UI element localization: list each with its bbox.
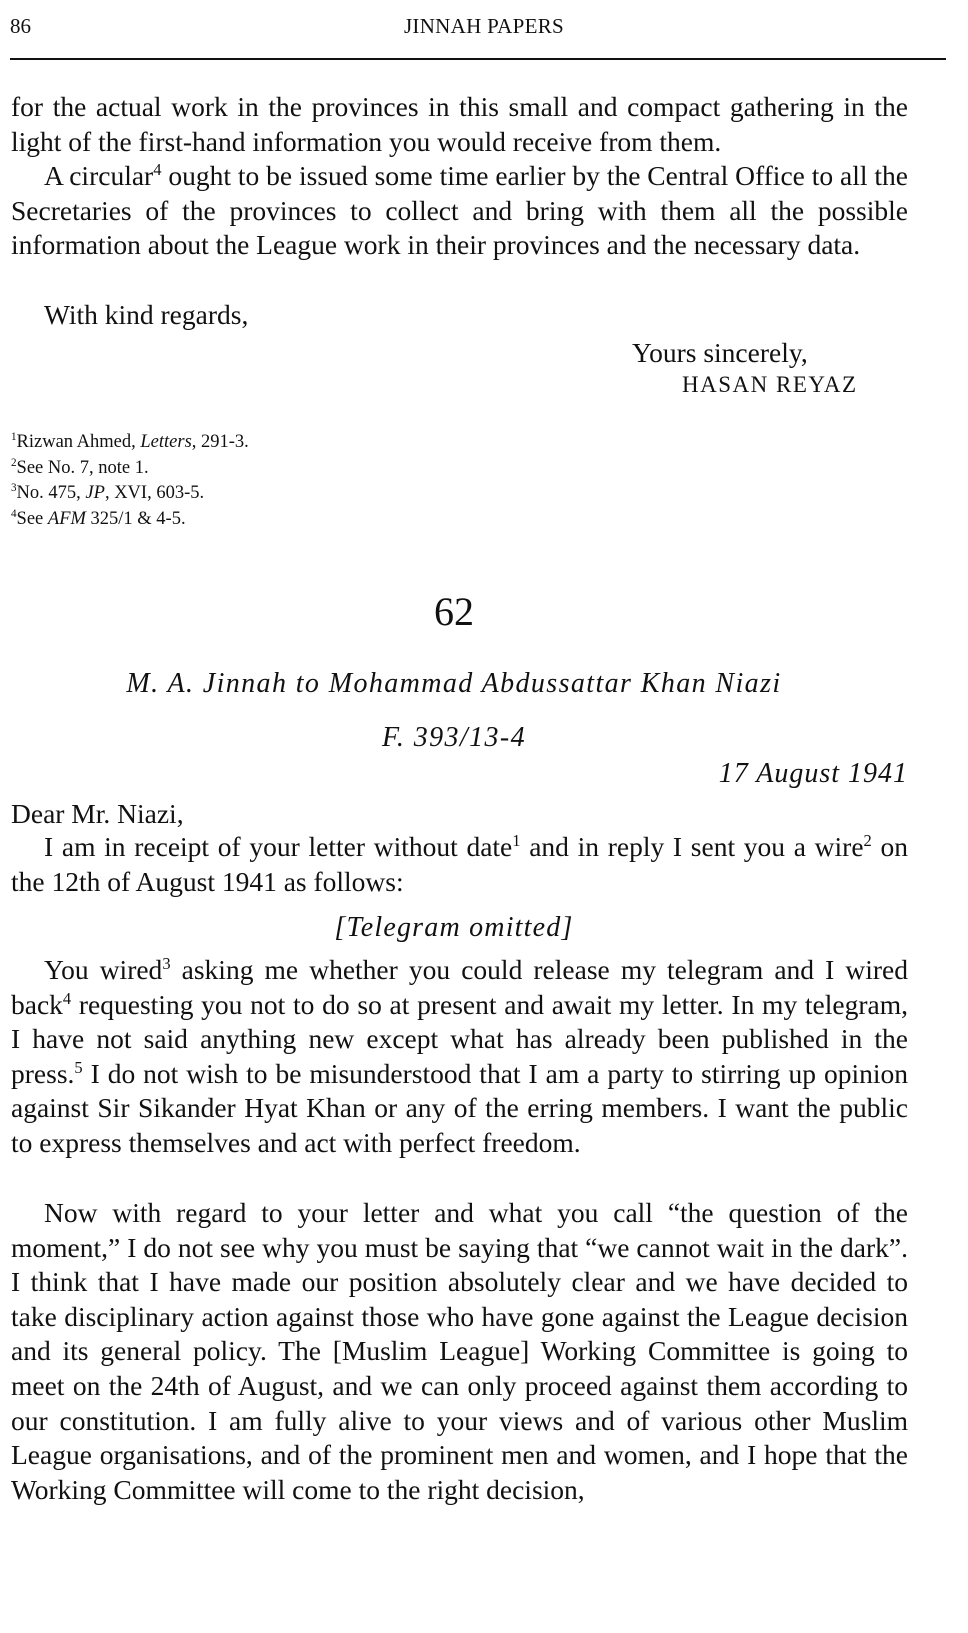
footnote-1-text-end: , 291-3. <box>191 432 249 452</box>
document-number: 62 <box>434 589 474 634</box>
footnote-1-mark: 1 <box>11 430 17 443</box>
footnote-ref-5: 5 <box>74 1057 83 1077</box>
footnote-3-mark: 3 <box>11 481 17 494</box>
document-reference: F. 393/13-4 <box>382 722 526 753</box>
footnote-2-text: See No. 7, note 1. <box>16 457 149 478</box>
footnote-4-italic: AFM <box>47 508 86 529</box>
letter-paragraph-2 <box>11 953 908 1161</box>
running-head <box>10 14 958 44</box>
letter-paragraph-1 <box>11 830 908 899</box>
footnote-4-mark: 4 <box>11 507 17 520</box>
telegram-omitted-note: [Telegram omitted] <box>334 912 574 943</box>
footnote-4 <box>11 507 249 533</box>
running-title: JINNAH PAPERS <box>403 14 565 38</box>
previous-letter-paragraph-2 <box>11 159 908 263</box>
p2-text-b: asking me whether you could release my telegram and I wired back <box>11 954 908 1020</box>
footnote-ref-4b: 4 <box>62 988 72 1008</box>
footnote-1-text: Rizwan Ahmed, <box>16 432 141 452</box>
p1-text-b: and in reply I sent you a wire <box>520 831 864 862</box>
sign-off: Yours sincerely, <box>632 337 808 368</box>
footnote-ref-1: 1 <box>512 830 521 850</box>
footnotes <box>11 430 249 532</box>
salutation: Dear Mr. Niazi, <box>11 798 184 829</box>
footnote-3-text: No. 475, <box>16 483 86 503</box>
previous-letter-paragraph-1 <box>11 90 908 159</box>
paragraph-2-text-end: ought to be issued some time earlier by the Central Office to all the Secretaries of the provinces to collect and bring with them all the possible information about the League work in their provinces and the necessary data. <box>11 160 908 261</box>
footnote-ref-3: 3 <box>162 953 171 973</box>
letter-paragraph-3 <box>11 1196 908 1507</box>
signature: HASAN REYAZ <box>682 372 858 397</box>
header-rule <box>10 58 946 60</box>
footnote-ref-4: 4 <box>153 159 162 179</box>
footnote-4-text-end: 325/1 & 4-5. <box>85 508 186 529</box>
document-date: 17 August 1941 <box>718 758 908 789</box>
footnote-3-text-end: , XVI, 603-5. <box>104 483 205 503</box>
previous-letter-paragraph-1-text: for the actual work in the provinces in this small and compact gathering in the light of the first-hand information you would receive from them. <box>11 91 908 157</box>
p1-text-a: I am in receipt of your letter without date <box>44 831 513 862</box>
footnote-3 <box>11 481 249 507</box>
p2-text-c: requesting you not to do so at present and await my letter. In my telegram, I have not said anything new except what has already been published in the press. <box>11 988 908 1089</box>
closing-line <box>11 298 908 333</box>
footnote-2-mark: 2 <box>11 456 17 469</box>
page-number: 86 <box>10 14 31 38</box>
p2-text-a: You wired <box>44 954 163 985</box>
p1-text-c: on the 12th of August 1941 as follows: <box>11 831 908 897</box>
footnote-1 <box>11 430 249 456</box>
footnote-3-italic: JP <box>85 483 105 503</box>
footnote-1-italic: Letters <box>140 432 192 452</box>
document-title: M. A. Jinnah to Mohammad Abdussattar Khan Niazi <box>126 668 782 699</box>
paragraph-2-text-start: A circular <box>44 160 154 191</box>
footnote-2 <box>11 456 249 482</box>
p2-text-d: I do not wish to be misunderstood that I am a party to stirring up opinion against Sir Sikander Hyat Khan or any of the erring members. I want the public to express themselves and act with perfect freedom. <box>11 1057 908 1158</box>
closing-text: With kind regards, <box>44 299 249 330</box>
footnote-ref-2: 2 <box>863 830 872 850</box>
p3-text: Now with regard to your letter and what you call “the question of the moment,” I do not see why you must be saying that “we cannot wait in the dark”. I think that I have made our position absolutely clear and we have decided to take disciplinary action against those who have gone against the League decision and its general policy. The [Muslim League] Working Committee is going to meet on the 24th of August, and we can only proceed against them according to our constitution. I am fully alive to your views and of various other Muslim League organisations, and of the prominent men and women, and I hope that the Working Committee will come to the right decision, <box>11 1197 908 1505</box>
footnote-4-text: See <box>16 508 48 529</box>
